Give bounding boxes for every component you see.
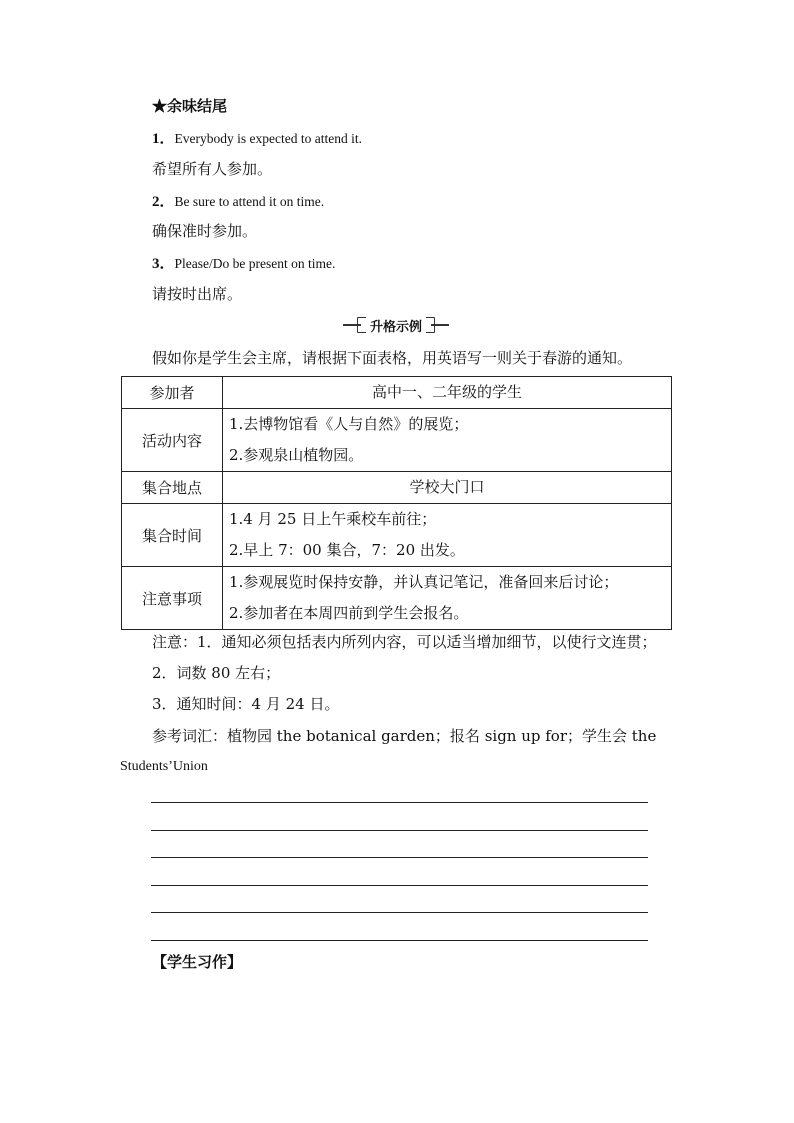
table-key: 参加者 — [122, 377, 223, 409]
table-key: 集合地点 — [122, 472, 223, 504]
section-title-ending: ★余味结尾 — [152, 97, 228, 115]
answer-line — [151, 940, 648, 941]
table-value-line: 1.4 月 25 日上午乘校车前往； — [229, 510, 437, 528]
info-table — [121, 376, 672, 630]
table-value-line: 学校大门口 — [409, 478, 485, 496]
banner-bar-right — [431, 324, 449, 326]
ending-item-3-en — [152, 253, 335, 274]
table-value-line: 高中一、二年级的学生 — [371, 383, 522, 401]
table-value — [223, 567, 672, 630]
ending-item-1-zh: 希望所有人参加。 — [152, 160, 273, 178]
table-value-line: 1.去博物馆看《人与自然》的展览； — [229, 415, 469, 433]
ending-item-2-en — [152, 191, 324, 212]
note-2: 2．词数 80 左右； — [152, 664, 281, 682]
table-key: 集合时间 — [122, 504, 223, 567]
ending-item-3-zh: 请按时出席。 — [152, 285, 243, 303]
answer-line — [151, 802, 648, 803]
table-value — [223, 377, 672, 409]
table-row — [122, 567, 672, 630]
item-english: Be sure to attend it on time. — [174, 194, 325, 209]
table-key: 活动内容 — [122, 409, 223, 472]
answer-line — [151, 885, 648, 886]
note-1: 注意：1．通知必须包括表内所列内容，可以适当增加细节，以使行文连贯； — [152, 633, 657, 651]
ending-item-1-en — [152, 128, 362, 149]
table-value — [223, 504, 672, 567]
table-row — [122, 409, 672, 472]
vocab-line-1: 参考词汇：植物园 the botanical garden；报名 sign up for；学生会 the — [152, 727, 657, 745]
table-value-line: 2.早上 7：00 集合，7：20 出发。 — [229, 541, 465, 559]
item-english: Please/Do be present on time. — [174, 256, 336, 271]
student-work-heading: 【学生习作】 — [152, 953, 243, 971]
table-row — [122, 377, 672, 409]
item-number: 2． — [152, 194, 175, 210]
table-row — [122, 504, 672, 567]
answer-line — [151, 857, 648, 858]
table-value-line: 2.参加者在本周四前到学生会报名。 — [229, 604, 469, 622]
answer-line — [151, 912, 648, 913]
table-value-line: 2.参观泉山植物园。 — [229, 446, 364, 464]
item-number: 3． — [152, 256, 175, 272]
vocab-line-2: Students’Union — [120, 759, 208, 774]
section-banner — [343, 316, 449, 334]
item-number: 1． — [152, 131, 175, 147]
ending-item-2-zh: 确保准时参加。 — [152, 222, 258, 240]
task-prompt: 假如你是学生会主席，请根据下面表格，用英语写一则关于春游的通知。 — [152, 349, 633, 367]
answer-line — [151, 830, 648, 831]
table-value — [223, 472, 672, 504]
table-key: 注意事项 — [122, 567, 223, 630]
banner-label: 升格示例 — [366, 316, 426, 335]
table-value — [223, 409, 672, 472]
table-value-line: 1.参观展览时保持安静，并认真记笔记，准备回来后讨论； — [229, 573, 619, 591]
note-3: 3．通知时间：4 月 24 日。 — [152, 695, 340, 713]
item-english: Everybody is expected to attend it. — [174, 131, 362, 146]
table-row — [122, 472, 672, 504]
